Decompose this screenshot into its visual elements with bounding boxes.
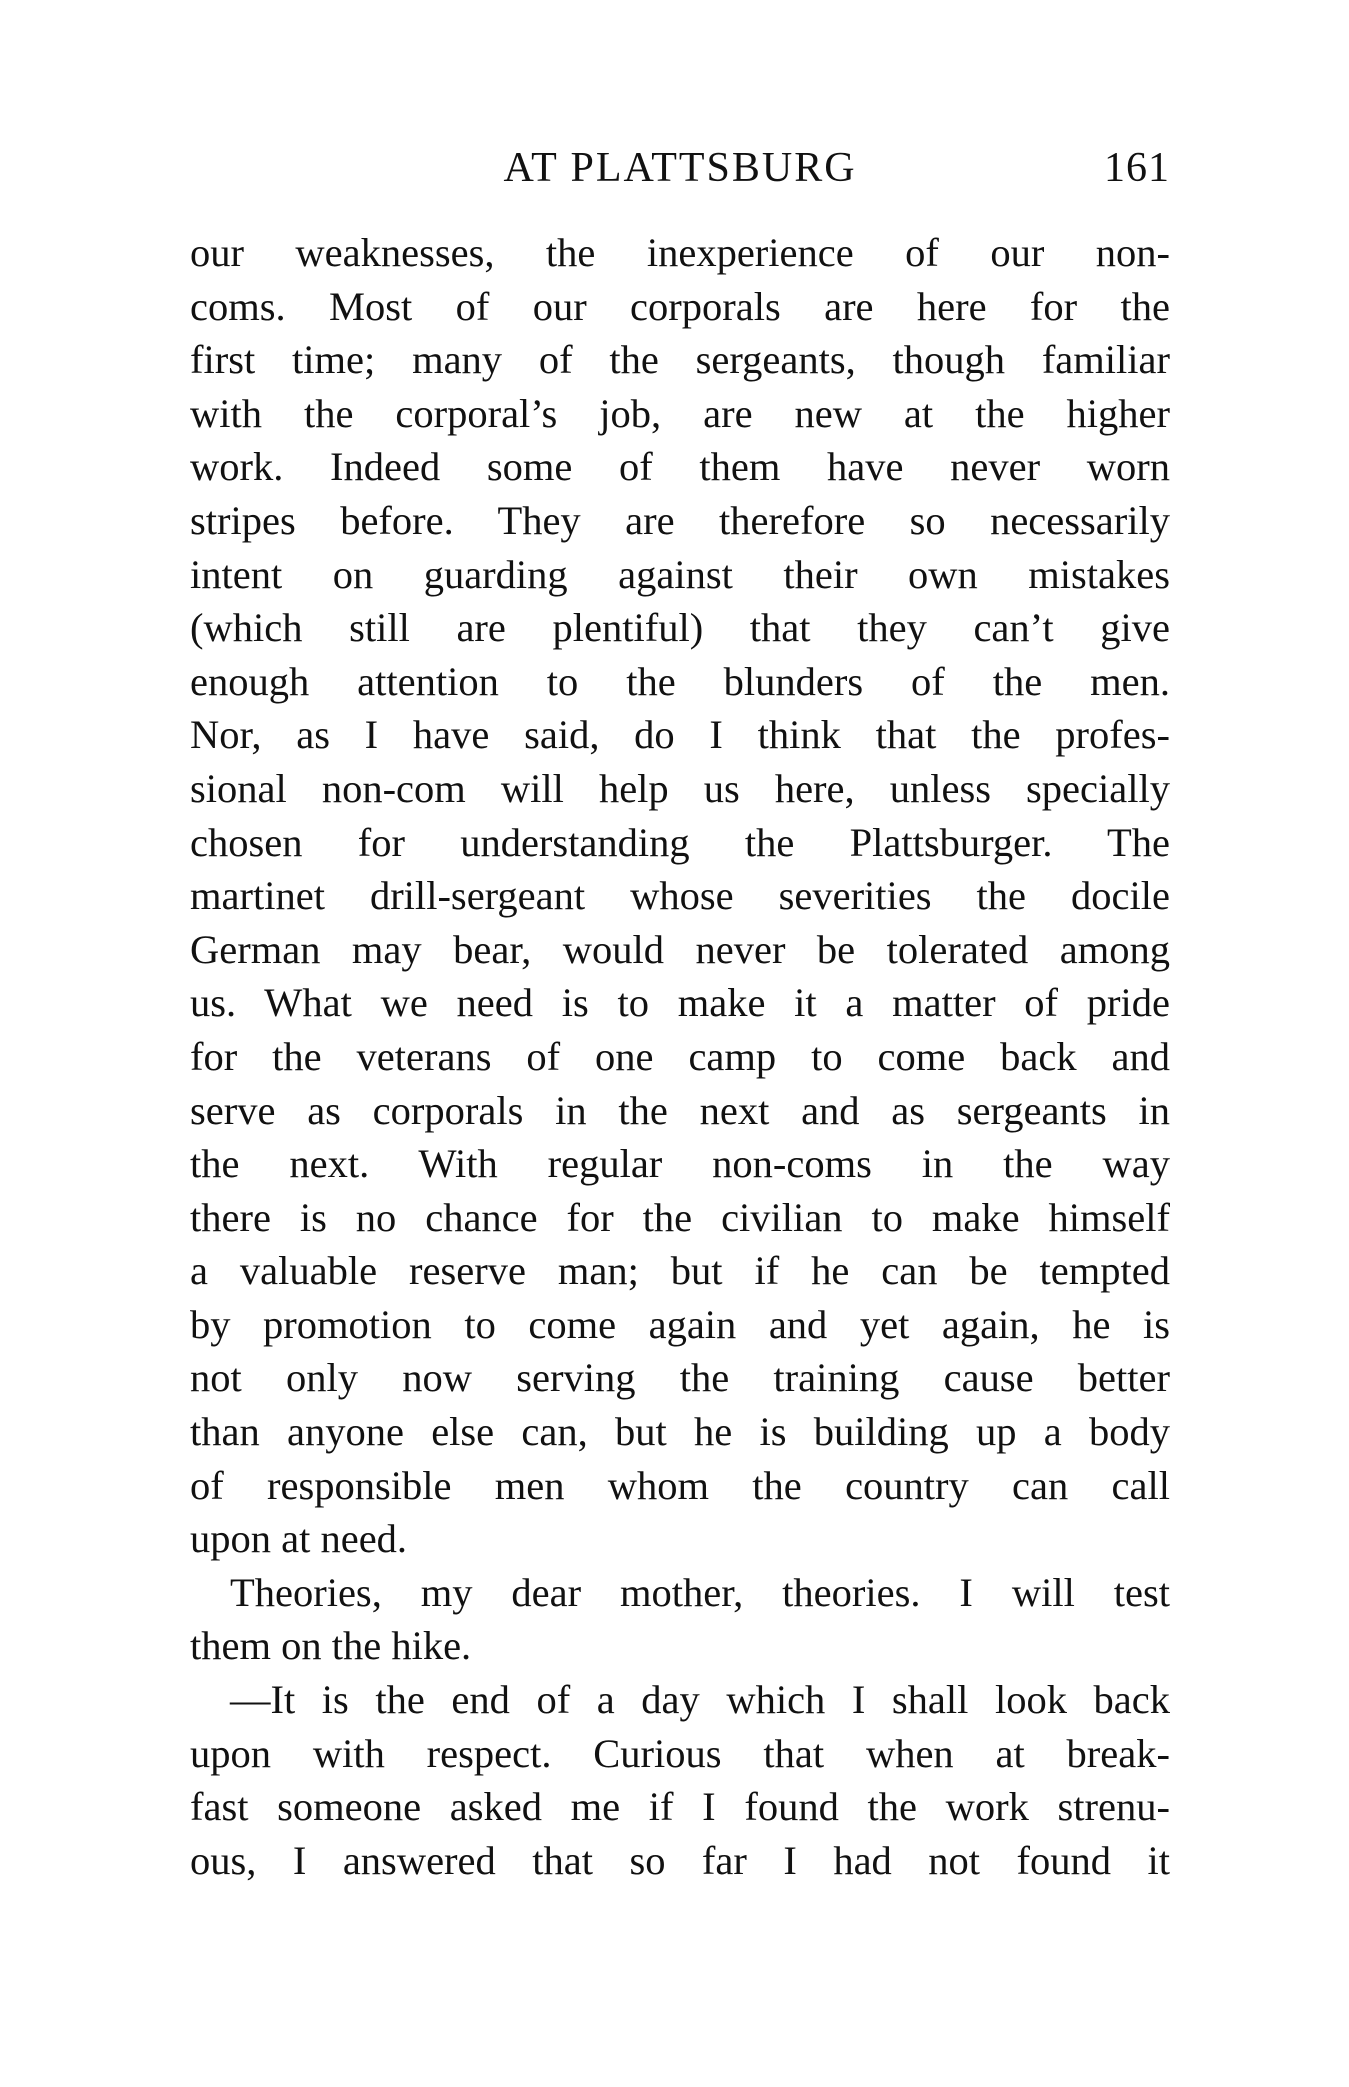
text-line: a valuable reserve man; but if he can be tempted: [190, 1248, 1170, 1294]
text-line: ous, I answered that so far I had not found it: [190, 1837, 1170, 1883]
text-line: not only now serving the training cause better: [190, 1355, 1170, 1401]
text-line: first time; many of the sergeants, though familiar: [190, 337, 1170, 383]
text-line: for the veterans of one camp to come back and: [190, 1033, 1170, 1079]
text-line: martinet drill-sergeant whose severities the docile: [190, 873, 1170, 919]
running-title: AT PLATTSBURG: [503, 145, 857, 191]
text-line: our weaknesses, the inexperience of our non-: [190, 230, 1170, 275]
text-line: them on the hike.: [190, 1623, 472, 1669]
text-line: us. What we need is to make it a matter of pride: [190, 980, 1170, 1026]
text-line: of responsible men whom the country can call: [190, 1462, 1170, 1508]
text-line: chosen for understanding the Plattsburger. The: [190, 819, 1170, 865]
text-line: sional non-com will help us here, unless specially: [190, 765, 1170, 811]
text-line: upon at need.: [190, 1516, 408, 1562]
text-line: (which still are plentiful) that they can’t give: [190, 605, 1170, 651]
text-line: intent on guarding against their own mistakes: [190, 551, 1170, 597]
text-line: with the corporal’s job, are new at the higher: [190, 390, 1170, 436]
text-line: fast someone asked me if I found the work strenu-: [190, 1784, 1170, 1830]
text-line: enough attention to the blunders of the men.: [190, 658, 1170, 704]
text-line: serve as corporals in the next and as sergeants in: [190, 1087, 1170, 1133]
text-line: upon with respect. Curious that when at break-: [190, 1730, 1170, 1776]
page-number: 161: [1104, 145, 1170, 191]
text-line: German may bear, would never be tolerated among: [190, 926, 1170, 972]
running-head: [190, 140, 1170, 196]
text-line: coms. Most of our corporals are here for the: [190, 283, 1170, 329]
text-line: than anyone else can, but he is building up a body: [190, 1409, 1170, 1455]
text-line: Nor, as I have said, do I think that the profes-: [190, 712, 1170, 758]
text-line: there is no chance for the civilian to make himself: [190, 1194, 1170, 1240]
text-line: stripes before. They are therefore so necessarily: [190, 497, 1170, 543]
text-line: the next. With regular non-coms in the way: [190, 1141, 1170, 1187]
body-text: [190, 226, 1170, 1887]
text-line: work. Indeed some of them have never worn: [190, 444, 1170, 490]
text-line: —It is the end of a day which I shall look back: [230, 1677, 1170, 1723]
text-line: by promotion to come again and yet again, he is: [190, 1301, 1170, 1347]
text-line: Theories, my dear mother, theories. I will test: [230, 1569, 1170, 1615]
